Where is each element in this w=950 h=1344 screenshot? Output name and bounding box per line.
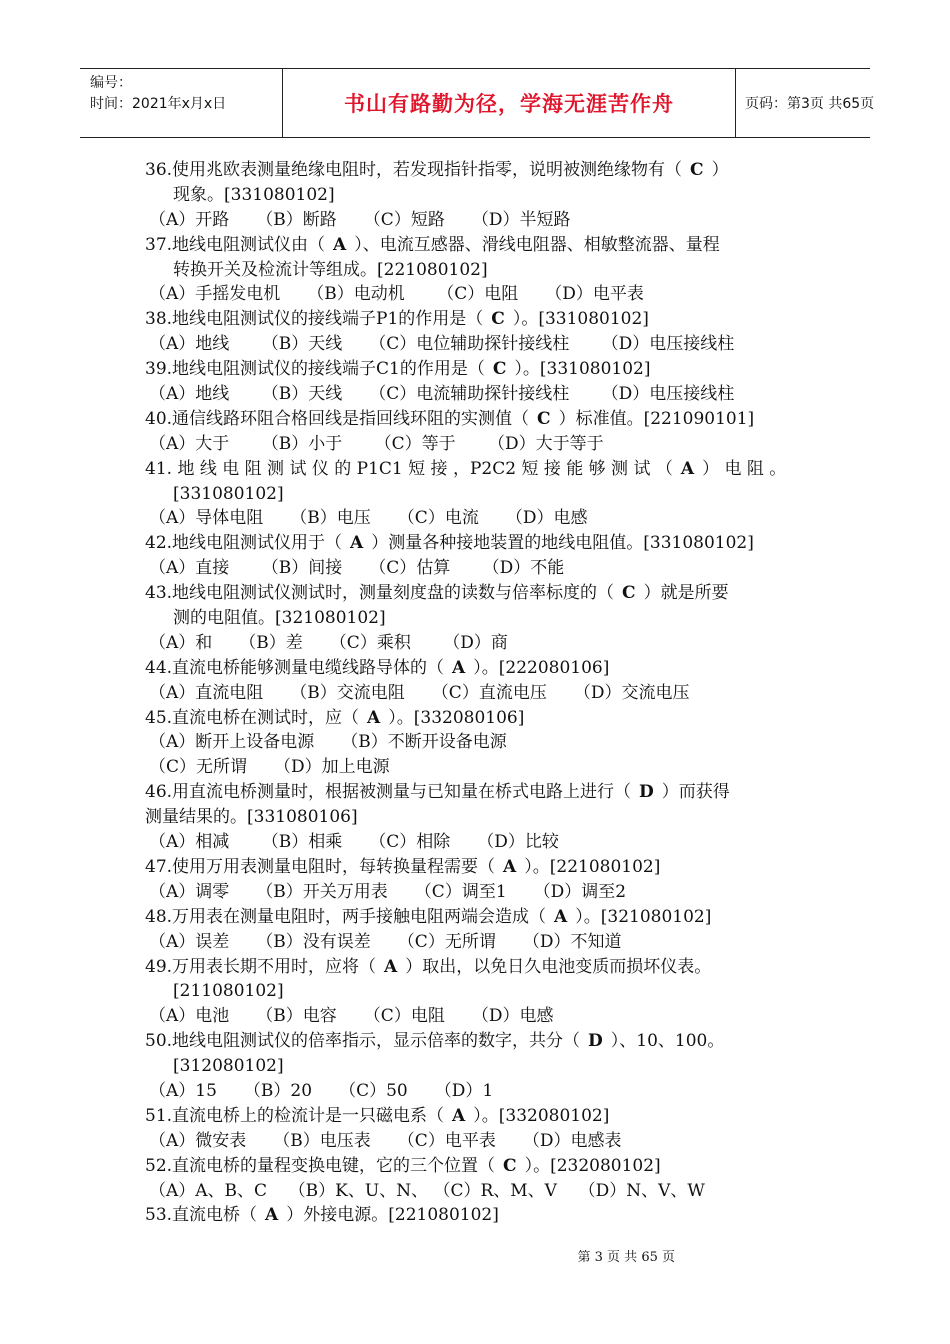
- question-text: 53.直流电桥（: [145, 1205, 258, 1226]
- answer-letter: A: [452, 657, 466, 678]
- question-line: [145, 1154, 815, 1179]
- question-line: [145, 1203, 815, 1228]
- doc-code-label: 编号：: [90, 75, 132, 91]
- question-text: 44.直流电桥能够测量电缆线路导体的（: [145, 657, 445, 678]
- question-line: [145, 581, 815, 606]
- question-line: [145, 955, 815, 980]
- options-line: （A）15 （B）20 （C）50 （D）1: [149, 1080, 494, 1101]
- header-meta: [80, 69, 282, 137]
- answer-letter: D: [639, 782, 654, 803]
- answer-letter: A: [452, 1105, 466, 1126]
- question-text-tail: ）。[331080102]: [512, 309, 649, 330]
- question-continuation: [331080102]: [173, 483, 284, 504]
- question-text-tail: ） 电 阻 。: [702, 458, 787, 479]
- footer-page-number: 第 3 页 共 65 页: [577, 1250, 675, 1265]
- question-text: 41. 地 线 电 阻 测 试 仪 的 P1C1 短 接 ，P2C2 短 接 能 够 测 试 （: [145, 458, 673, 479]
- question-line: [145, 457, 815, 482]
- options-line: （A）手摇发电机 （B）电动机 （C）电阻 （D）电平表: [149, 284, 644, 305]
- options-line: （A）开路 （B）断路 （C）短路 （D）半短路: [149, 209, 571, 230]
- answer-letter: A: [554, 906, 568, 927]
- answer-letter: C: [622, 583, 636, 604]
- question-line: [145, 855, 815, 880]
- doc-date-label: 时间：2021年x月x日: [90, 96, 227, 112]
- question-text: 52.直流电桥的量程变换电键，它的三个位置（: [145, 1155, 496, 1176]
- question-text-tail: ）取出，以免日久电池变质而损坏仪表。: [405, 956, 712, 977]
- question-text-tail: ）。[332080102]: [473, 1105, 610, 1126]
- header-motto: 书山有路勤为径，学海无涯苦作舟: [282, 69, 736, 137]
- question-text: 36.使用兆欧表测量绝缘电阻时，若发现指针指零，说明被测绝缘物有（: [145, 160, 683, 180]
- question-line: [145, 780, 815, 805]
- options-line: （A）A、B、C （B）K、U、N、 （C）R、M、V （D）N、V、W: [149, 1180, 705, 1201]
- question-line: [145, 531, 815, 556]
- options-line: （A）导体电阻 （B）电压 （C）电流 （D）电感: [149, 508, 588, 529]
- question-text: 37.地线电阻测试仪由（: [145, 234, 326, 255]
- options-line: （C）无所谓 （D）加上电源: [149, 757, 390, 778]
- question-line: [145, 233, 815, 258]
- question-list: [145, 158, 815, 1228]
- options-line: （A）和 （B）差 （C）乘积 （D）商: [149, 632, 508, 653]
- options-line: （A）断开上设备电源 （B）不断开设备电源: [149, 732, 507, 753]
- page-footer: [0, 1246, 950, 1265]
- question-text-tail: ）。[232080102]: [524, 1155, 661, 1176]
- question-continuation: 测的电阻值。[321080102]: [173, 608, 386, 629]
- question-line: [145, 407, 815, 432]
- answer-letter: A: [503, 856, 517, 877]
- question-text: 50.地线电阻测试仪的倍率指示，显示倍率的数字，共分（: [145, 1031, 581, 1052]
- question-text-tail: ）: [711, 160, 729, 180]
- answer-letter: A: [680, 458, 695, 479]
- question-text-tail: ）。[222080106]: [473, 657, 610, 678]
- options-line: （A）地线 （B）天线 （C）电位辅助探针接线柱 （D）电压接线柱: [149, 334, 735, 355]
- options-line: （A）大于 （B）小于 （C）等于 （D）大于等于: [149, 433, 604, 454]
- question-text-tail: ）标准值。[221090101]: [558, 408, 755, 429]
- answer-letter: A: [265, 1205, 279, 1226]
- question-text-tail: ）。[332080106]: [388, 707, 525, 728]
- question-text-tail: ）。[331080102]: [514, 359, 651, 380]
- question-text: 47.使用万用表测量电阻时，每转换量程需要（: [145, 856, 496, 877]
- answer-letter: D: [588, 1031, 603, 1052]
- question-text: 51.直流电桥上的检流计是一只磁电系（: [145, 1105, 445, 1126]
- question-text: 49.万用表长期不用时，应将（: [145, 956, 377, 977]
- header-page-number: 页码：第3页 共65页: [745, 96, 875, 112]
- question-line: [145, 1029, 815, 1054]
- answer-letter: A: [384, 956, 398, 977]
- question-text: 42.地线电阻测试仪用于（: [145, 533, 343, 554]
- answer-letter: A: [367, 707, 381, 728]
- answer-letter: A: [333, 234, 347, 255]
- options-line: （A）地线 （B）天线 （C）电流辅助探针接线柱 （D）电压接线柱: [149, 384, 735, 405]
- question-continuation: 测量结果的。[331080106]: [145, 807, 358, 828]
- question-text: 39.地线电阻测试仪的接线端子C1的作用是（: [145, 359, 485, 380]
- question-text: 40.通信线路环阻合格回线是指回线环阻的实测值（: [145, 408, 530, 429]
- question-text-tail: ）、电流互感器、滑线电阻器、相敏整流器、量程: [354, 234, 720, 255]
- options-line: （A）电池 （B）电容 （C）电阻 （D）电感: [149, 1006, 554, 1027]
- question-line: [145, 307, 815, 332]
- question-text-tail: ）。[221080102]: [524, 856, 661, 877]
- question-text-tail: ）而获得: [661, 782, 730, 803]
- question-line: [145, 905, 815, 930]
- question-text: 48.万用表在测量电阻时，两手接触电阻两端会造成（: [145, 906, 547, 927]
- options-line: （A）微安表 （B）电压表 （C）电平表 （D）电感表: [149, 1130, 622, 1151]
- question-line: [145, 706, 815, 731]
- options-line: （A）直接 （B）间接 （C）估算 （D）不能: [149, 558, 565, 579]
- answer-letter: C: [492, 359, 507, 380]
- question-line: [145, 158, 815, 183]
- options-line: （A）误差 （B）没有误差 （C）无所谓 （D）不知道: [149, 931, 622, 952]
- question-text: 43.地线电阻测试仪测试时，测量刻度盘的读数与倍率标度的（: [145, 583, 615, 604]
- question-text-tail: ）。[321080102]: [575, 906, 712, 927]
- question-text-tail: ）、10、100。: [610, 1031, 725, 1052]
- answer-letter: C: [503, 1155, 517, 1176]
- question-line: [145, 1104, 815, 1129]
- question-continuation: [211080102]: [173, 981, 284, 1002]
- page-header: [80, 68, 875, 138]
- question-text-tail: ）测量各种接地装置的地线电阻值。[331080102]: [371, 533, 754, 554]
- question-text-tail: ）外接电源。[221080102]: [286, 1205, 499, 1226]
- question-text: 38.地线电阻测试仪的接线端子P1的作用是（: [145, 309, 484, 330]
- question-text-tail: ）就是所要: [643, 583, 729, 604]
- answer-letter: A: [350, 533, 364, 554]
- options-line: （A）相减 （B）相乘 （C）相除 （D）比较: [149, 832, 559, 853]
- question-continuation: 转换开关及检流计等组成。[221080102]: [173, 259, 488, 280]
- answer-letter: C: [491, 309, 505, 330]
- answer-letter: C: [537, 408, 551, 429]
- options-line: （A）直流电阻 （B）交流电阻 （C）直流电压 （D）交流电压: [149, 682, 690, 703]
- question-continuation: 现象。[331080102]: [173, 184, 335, 205]
- question-continuation: [312080102]: [173, 1056, 284, 1077]
- question-line: [145, 357, 815, 382]
- question-line: [145, 656, 815, 681]
- question-text: 46.用直流电桥测量时，根据被测量与已知量在桥式电路上进行（: [145, 782, 632, 803]
- options-line: （A）调零 （B）开关万用表 （C）调至1 （D）调至2: [149, 881, 627, 902]
- question-text: 45.直流电桥在测试时，应（: [145, 707, 360, 728]
- answer-letter: C: [690, 160, 704, 180]
